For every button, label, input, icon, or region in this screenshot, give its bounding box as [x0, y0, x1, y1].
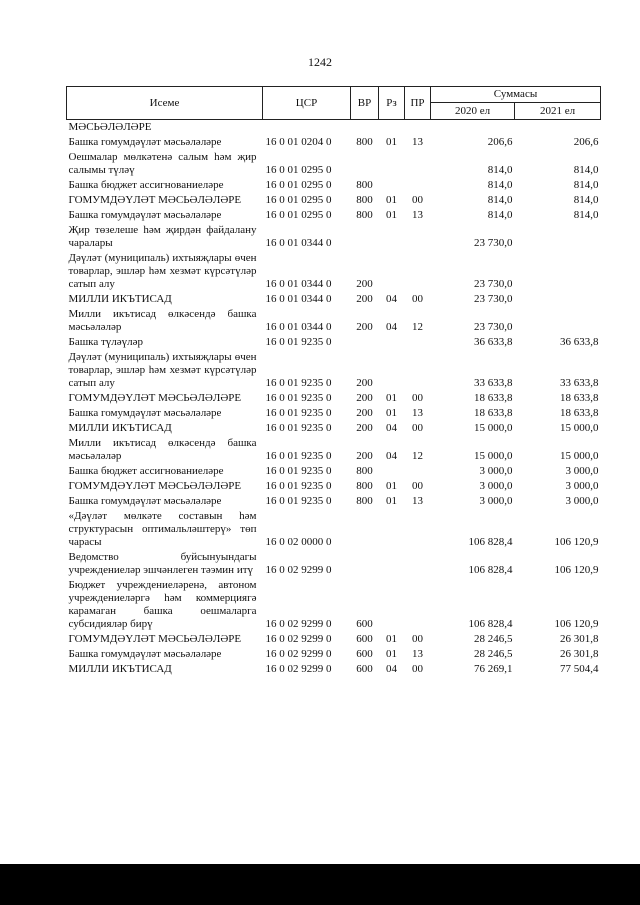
table-row: [67, 632, 601, 647]
table-row: [67, 193, 601, 208]
row-amount-2021: 15 000,0: [560, 450, 599, 462]
row-name: ГОМУМДӘҮЛӘТ МӘСЬӘЛӘЛӘРЕ: [68, 633, 242, 645]
row-csr: 16 0 01 0204 0: [265, 136, 332, 148]
row-amount-2021: 814,0: [573, 194, 599, 206]
row-pr: [405, 550, 431, 578]
row-vr: 800: [356, 465, 373, 477]
row-amount-2021: 3 000,0: [565, 465, 599, 477]
row-name: Милли икътисад өлкәсендә башка мәсьәләләр: [68, 437, 257, 462]
row-amount-2021: 33 633,8: [560, 377, 599, 389]
row-vr: 200: [356, 321, 373, 333]
row-amount-2020: 28 246,5: [474, 633, 513, 645]
table-row: [67, 350, 601, 391]
row-name: Башка гомумдәүләт мәсьәләләре: [68, 407, 222, 419]
row-csr: 16 0 02 9299 0: [265, 564, 332, 576]
row-csr: 16 0 02 9299 0: [265, 663, 332, 675]
row-name: Милли икътисад өлкәсендә башка мәсьәләләр: [68, 308, 257, 333]
row-name: Башка гомумдәүләт мәсьәләләре: [68, 136, 222, 148]
header-name: Исеме: [67, 87, 263, 120]
row-pr: [405, 464, 431, 479]
row-rz: 01: [386, 392, 397, 404]
row-name: Бюджет учреждениеләренә, автоном учреждениеләргә һәм коммерциягә карамаган башка оешмаларга субсидияләр бирү: [68, 579, 257, 630]
row-vr: [351, 150, 379, 178]
row-amount-2021: 3 000,0: [565, 495, 599, 507]
row-name: МИЛЛИ ИКЪТИСАД: [68, 293, 172, 305]
row-amount-2021: 18 633,8: [560, 407, 599, 419]
row-amount-2020: 106 828,4: [468, 618, 513, 630]
row-name: Башка гомумдәүләт мәсьәләләре: [68, 209, 222, 221]
table-row: [67, 391, 601, 406]
row-vr: 200: [356, 278, 373, 290]
row-amount-2020: 33 633,8: [474, 377, 513, 389]
row-amount-2021: 106 120,9: [554, 564, 599, 576]
row-csr: 16 0 02 0000 0: [265, 536, 332, 548]
row-csr: 16 0 01 9235 0: [265, 495, 332, 507]
header-vr: ВР: [351, 87, 379, 120]
row-rz: [379, 178, 405, 193]
table-body: [67, 120, 601, 678]
row-amount-2021: 3 000,0: [565, 480, 599, 492]
row-amount-2020: 3 000,0: [479, 465, 513, 477]
table-row: [67, 135, 601, 150]
row-amount-2020: 18 633,8: [474, 407, 513, 419]
scan-bottom-edge: [0, 864, 640, 905]
row-csr: 16 0 01 0295 0: [265, 164, 332, 176]
row-vr: 600: [356, 663, 373, 675]
row-rz: [379, 509, 405, 550]
row-rz: [379, 578, 405, 632]
row-csr: 16 0 01 0344 0: [265, 293, 332, 305]
row-vr: 800: [356, 495, 373, 507]
row-amount-2021: 15 000,0: [560, 422, 599, 434]
row-rz: 01: [386, 633, 397, 645]
row-rz: [379, 550, 405, 578]
row-amount-2021: 814,0: [573, 164, 599, 176]
row-amount-2020: 23 730,0: [474, 293, 513, 305]
row-name: Башка бюджет ассигнованиеләре: [68, 179, 224, 191]
row-amount-2021: [515, 292, 601, 307]
row-amount-2020: 15 000,0: [474, 450, 513, 462]
row-rz: 04: [386, 450, 397, 462]
row-rz: 04: [386, 663, 397, 675]
row-rz: 04: [386, 293, 397, 305]
row-pr: [405, 335, 431, 350]
header-year-2021: 2021 ел: [515, 103, 601, 120]
row-rz: 01: [386, 136, 397, 148]
table-row: [67, 550, 601, 578]
row-amount-2020: 76 269,1: [474, 663, 513, 675]
table-header: [67, 87, 601, 120]
row-amount-2020: 18 633,8: [474, 392, 513, 404]
row-name: Дәүләт (муниципаль) ихтыяҗлары өчен товарлар, эшләр һәм хезмәт күрсәтүләр сатып алу: [68, 252, 257, 290]
row-amount-2021: [515, 120, 601, 136]
row-vr: 200: [356, 407, 373, 419]
row-amount-2021: 106 120,9: [554, 618, 599, 630]
row-pr: [405, 120, 431, 136]
row-rz: 01: [386, 209, 397, 221]
row-pr: [405, 509, 431, 550]
row-vr: 800: [356, 179, 373, 191]
row-vr: [351, 550, 379, 578]
budget-sheet: [66, 86, 600, 677]
row-pr: 13: [412, 407, 423, 419]
row-name: Оешмалар мөлкәтенә салым һәм җир салымы түләү: [68, 151, 257, 176]
row-pr: 00: [412, 293, 423, 305]
row-vr: 200: [356, 392, 373, 404]
budget-table: [66, 86, 601, 677]
row-rz: 01: [386, 648, 397, 660]
row-csr: 16 0 01 9235 0: [265, 480, 332, 492]
row-name: ГОМУМДӘҮЛӘТ МӘСЬӘЛӘЛӘРЕ: [68, 480, 242, 492]
table-row: [67, 436, 601, 464]
row-amount-2020: 106 828,4: [468, 536, 513, 548]
row-csr: 16 0 01 0344 0: [265, 321, 332, 333]
row-amount-2020: 106 828,4: [468, 564, 513, 576]
row-amount-2020: 814,0: [487, 194, 513, 206]
table-row: [67, 494, 601, 509]
row-name: «Дәүләт мөлкәте составын һәм структурасын оптимальләштерү» төп чарасы: [68, 510, 257, 548]
row-amount-2020: 15 000,0: [474, 422, 513, 434]
row-amount-2020: 28 246,5: [474, 648, 513, 660]
row-rz: 01: [386, 194, 397, 206]
row-pr: 00: [412, 480, 423, 492]
row-amount-2021: 36 633,8: [560, 336, 599, 348]
row-pr: 13: [412, 648, 423, 660]
row-name: Башка гомумдәүләт мәсьәләләре: [68, 648, 222, 660]
table-row: [67, 292, 601, 307]
row-name: Башка гомумдәүләт мәсьәләләре: [68, 495, 222, 507]
row-pr: [405, 150, 431, 178]
row-rz: [379, 223, 405, 251]
row-amount-2020: 23 730,0: [474, 237, 513, 249]
row-csr: 16 0 01 9235 0: [265, 465, 332, 477]
row-amount-2021: 26 301,8: [560, 633, 599, 645]
row-pr: [405, 178, 431, 193]
row-vr: [351, 509, 379, 550]
row-name: МӘСЬӘЛӘЛӘРЕ: [68, 121, 152, 133]
table-row: [67, 223, 601, 251]
row-name: Башка бюджет ассигнованиеләре: [68, 465, 224, 477]
row-pr: 00: [412, 633, 423, 645]
row-rz: [379, 464, 405, 479]
row-csr: 16 0 01 9235 0: [265, 392, 332, 404]
row-amount-2020: 36 633,8: [474, 336, 513, 348]
row-amount-2021: 814,0: [573, 209, 599, 221]
row-vr: 200: [356, 450, 373, 462]
row-rz: [379, 251, 405, 292]
row-amount-2021: 814,0: [573, 179, 599, 191]
row-amount-2021: 26 301,8: [560, 648, 599, 660]
row-amount-2021: 77 504,4: [560, 663, 599, 675]
row-vr: 800: [356, 480, 373, 492]
row-pr: [405, 578, 431, 632]
row-csr: 16 0 02 9299 0: [265, 648, 332, 660]
row-name: ГОМУМДӘҮЛӘТ МӘСЬӘЛӘЛӘРЕ: [68, 392, 242, 404]
row-name: ГОМУМДӘҮЛӘТ МӘСЬӘЛӘЛӘРЕ: [68, 194, 242, 206]
row-amount-2021: 18 633,8: [560, 392, 599, 404]
row-vr: [351, 120, 379, 136]
row-name: Ведомство буйсынуындагы учреждениеләр эшчәнлеген тәэмин итү: [68, 551, 257, 576]
row-pr: 00: [412, 663, 423, 675]
row-amount-2021: [515, 223, 601, 251]
table-row: [67, 509, 601, 550]
page-number: 1242: [308, 55, 332, 69]
row-vr: 800: [356, 194, 373, 206]
row-amount-2020: 814,0: [487, 179, 513, 191]
table-row: [67, 178, 601, 193]
header-csr: ЦСР: [263, 87, 351, 120]
row-rz: 01: [386, 480, 397, 492]
header-rz: Рз: [379, 87, 405, 120]
row-pr: 00: [412, 392, 423, 404]
row-amount-2021: 106 120,9: [554, 536, 599, 548]
row-name: Башка түләүләр: [68, 336, 144, 348]
row-csr: 16 0 01 9235 0: [265, 407, 332, 419]
row-rz: 04: [386, 422, 397, 434]
row-vr: 600: [356, 633, 373, 645]
table-row: [67, 307, 601, 335]
row-csr: 16 0 01 9235 0: [265, 450, 332, 462]
row-pr: 00: [412, 194, 423, 206]
row-csr: 16 0 01 9235 0: [265, 336, 332, 348]
row-csr: 16 0 01 9235 0: [265, 377, 332, 389]
row-pr: 13: [412, 209, 423, 221]
row-amount-2020: [431, 120, 515, 136]
row-amount-2021: [515, 251, 601, 292]
row-csr: 16 0 02 9299 0: [265, 633, 332, 645]
row-name: МИЛЛИ ИКЪТИСАД: [68, 422, 172, 434]
table-row: [67, 335, 601, 350]
table-row: [67, 662, 601, 677]
row-vr: 800: [356, 209, 373, 221]
row-name: Җир төзелеше һәм җирдән файдалану чаралары: [68, 224, 257, 249]
row-csr: 16 0 01 0344 0: [265, 278, 332, 290]
row-vr: 200: [356, 422, 373, 434]
row-pr: 12: [412, 450, 423, 462]
table-row: [67, 251, 601, 292]
header-sums: Суммасы: [431, 87, 601, 103]
header-year-2020: 2020 ел: [431, 103, 515, 120]
row-vr: 600: [356, 618, 373, 630]
row-vr: [351, 223, 379, 251]
table-row: [67, 479, 601, 494]
row-rz: [379, 350, 405, 391]
row-pr: [405, 251, 431, 292]
table-row: [67, 406, 601, 421]
row-rz: [379, 120, 405, 136]
row-amount-2020: 3 000,0: [479, 495, 513, 507]
header-pr: ПР: [405, 87, 431, 120]
row-pr: [405, 350, 431, 391]
row-amount-2020: 814,0: [487, 164, 513, 176]
row-pr: 13: [412, 136, 423, 148]
row-csr: 16 0 01 0295 0: [265, 209, 332, 221]
row-amount-2020: 206,6: [487, 136, 513, 148]
row-pr: 00: [412, 422, 423, 434]
row-name: МИЛЛИ ИКЪТИСАД: [68, 663, 172, 675]
row-pr: [405, 223, 431, 251]
row-vr: 800: [356, 136, 373, 148]
row-vr: [351, 335, 379, 350]
row-rz: [379, 335, 405, 350]
row-vr: 600: [356, 648, 373, 660]
row-name: Дәүләт (муниципаль) ихтыяҗлары өчен товарлар, эшләр һәм хезмәт күрсәтүләр сатып алу: [68, 351, 257, 389]
table-row: [67, 150, 601, 178]
row-rz: 04: [386, 321, 397, 333]
table-row: [67, 120, 601, 136]
table-row: [67, 421, 601, 436]
row-amount-2021: [515, 307, 601, 335]
row-amount-2021: 206,6: [573, 136, 599, 148]
table-row: [67, 647, 601, 662]
row-rz: 01: [386, 407, 397, 419]
row-rz: 01: [386, 495, 397, 507]
row-csr: 16 0 02 9299 0: [265, 618, 332, 630]
row-pr: 13: [412, 495, 423, 507]
row-vr: 200: [356, 293, 373, 305]
row-rz: [379, 150, 405, 178]
table-row: [67, 464, 601, 479]
table-row: [67, 578, 601, 632]
row-csr: 16 0 01 0344 0: [265, 237, 332, 249]
row-csr: 16 0 01 0295 0: [265, 194, 332, 206]
table-row: [67, 208, 601, 223]
row-vr: 200: [356, 377, 373, 389]
row-csr: 16 0 01 9235 0: [265, 422, 332, 434]
row-csr: 16 0 01 0295 0: [265, 179, 332, 191]
row-pr: 12: [412, 321, 423, 333]
row-amount-2020: 814,0: [487, 209, 513, 221]
row-amount-2020: 3 000,0: [479, 480, 513, 492]
row-amount-2020: 23 730,0: [474, 321, 513, 333]
row-amount-2020: 23 730,0: [474, 278, 513, 290]
row-csr: [263, 120, 351, 136]
